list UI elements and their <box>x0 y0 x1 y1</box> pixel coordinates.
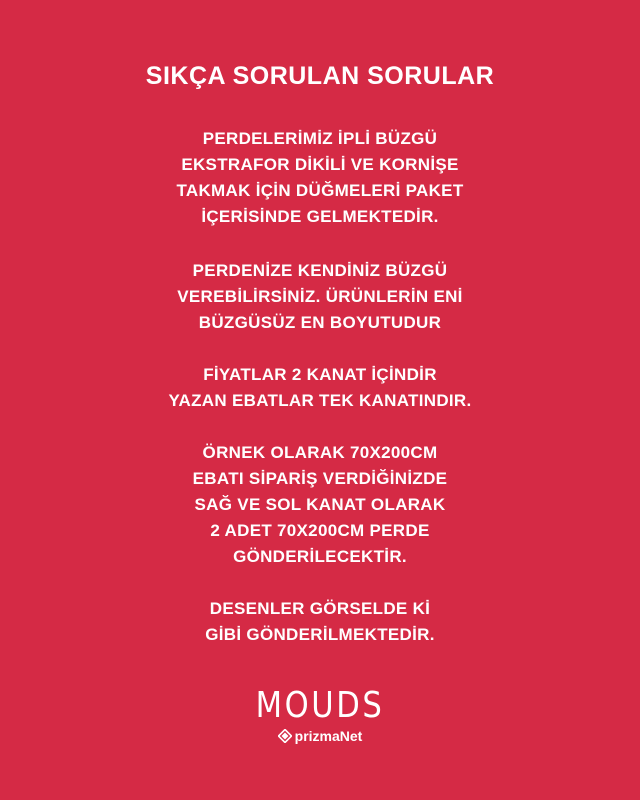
faq-line: 2 ADET 70X200CM PERDE <box>210 521 430 540</box>
faq-line: YAZAN EBATLAR TEK KANATINDIR. <box>168 391 472 410</box>
brand-sub-label: prizmaNet <box>294 728 363 744</box>
faq-line: GÖNDERİLECEKTİR. <box>233 547 407 566</box>
faq-paragraph-4 <box>0 440 640 570</box>
brand-logo <box>0 686 640 748</box>
faq-line: SAĞ VE SOL KANAT OLARAK <box>194 495 446 514</box>
prizmanet-diamond-icon <box>278 729 292 743</box>
faq-line: TAKMAK İÇİN DÜĞMELERİ PAKET <box>176 181 464 200</box>
faq-line: EKSTRAFOR DİKİLİ VE KORNİŞE <box>181 155 459 174</box>
faq-line: ÖRNEK OLARAK 70X200CM <box>202 443 438 462</box>
faq-line: DESENLER GÖRSELDE Kİ <box>209 599 431 618</box>
page-title: SIKÇA SORULAN SORULAR <box>145 62 495 90</box>
faq-line: GİBİ GÖNDERİLMEKTEDİR. <box>205 625 435 644</box>
faq-line: FİYATLAR 2 KANAT İÇİNDİR <box>203 365 437 384</box>
faq-line: PERDENİZE KENDİNİZ BÜZGÜ <box>192 261 448 280</box>
faq-paragraph-3 <box>0 362 640 414</box>
faq-line: BÜZGÜSÜZ EN BOYUTUDUR <box>198 313 442 332</box>
faq-line: EBATI SİPARİŞ VERDİĞİNİZDE <box>192 469 448 488</box>
faq-paragraph-5 <box>0 596 640 648</box>
faq-line: PERDELERİMİZ İPLİ BÜZGÜ <box>202 129 438 148</box>
faq-paragraph-1 <box>0 126 640 230</box>
faq-line: İÇERİSİNDE GELMEKTEDİR. <box>201 207 439 226</box>
brand-sub <box>278 728 363 744</box>
brand-name: MOUDS <box>255 685 385 726</box>
faq-paragraph-2 <box>0 258 640 336</box>
faq-line: VEREBİLİRSİNİZ. ÜRÜNLERİN ENİ <box>177 287 463 306</box>
